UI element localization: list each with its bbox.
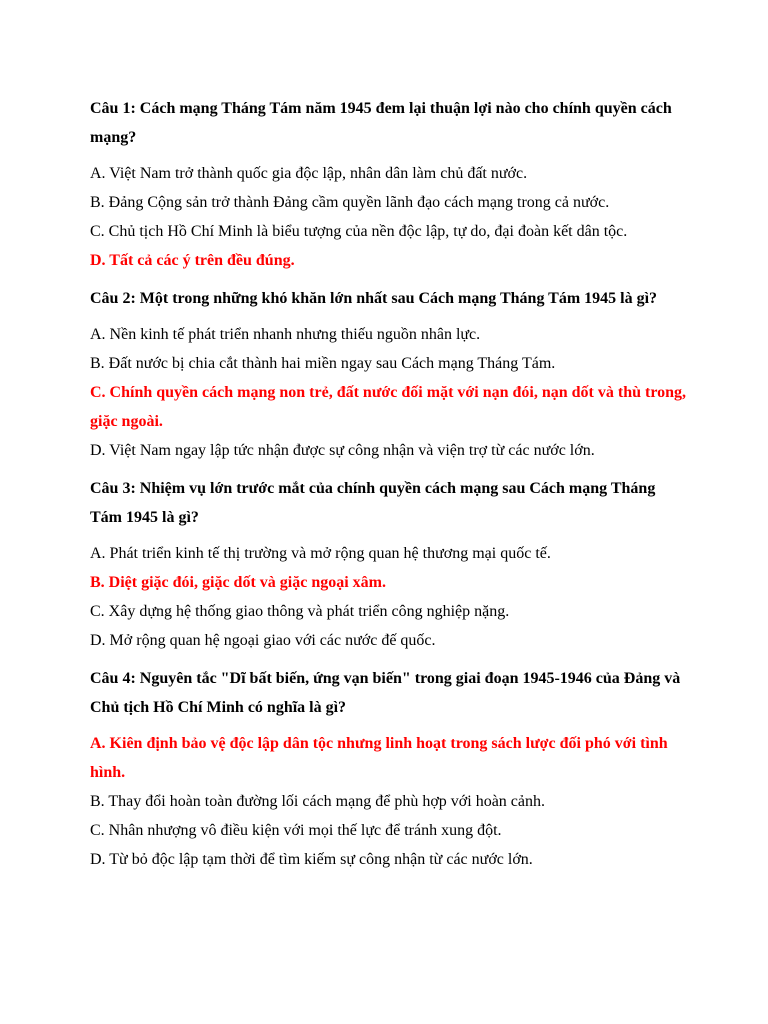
option-1c: C. Chủ tịch Hồ Chí Minh là biểu tượng của nền độc lập, tự do, đại đoàn kết dân tộc. xyxy=(90,223,628,240)
options-2 xyxy=(90,320,690,465)
options-3 xyxy=(90,539,690,655)
option-4c: C. Nhân nhượng vô điều kiện với mọi thế lực để tránh xung đột. xyxy=(90,822,502,839)
option-2b: B. Đất nước bị chia cắt thành hai miền ngay sau Cách mạng Tháng Tám. xyxy=(90,355,556,372)
option-3b-correct: B. Diệt giặc đói, giặc dốt và giặc ngoại xâm. xyxy=(90,574,386,591)
option-4b: B. Thay đổi hoàn toàn đường lối cách mạng để phù hợp với hoàn cảnh. xyxy=(90,793,545,810)
quiz-document xyxy=(90,94,690,883)
question-2: Câu 2: Một trong những khó khăn lớn nhất sau Cách mạng Tháng Tám 1945 là gì? xyxy=(90,290,658,307)
question-3: Câu 3: Nhiệm vụ lớn trước mắt của chính quyền cách mạng sau Cách mạng Tháng Tám 1945 là gì? xyxy=(90,480,656,526)
question-block-1 xyxy=(90,94,690,275)
option-1a: A. Việt Nam trở thành quốc gia độc lập, nhân dân làm chủ đất nước. xyxy=(90,165,528,182)
option-2a: A. Nền kinh tế phát triển nhanh nhưng thiếu nguồn nhân lực. xyxy=(90,326,481,343)
option-3c: C. Xây dựng hệ thống giao thông và phát triển công nghiệp nặng. xyxy=(90,603,510,620)
option-1b: B. Đảng Cộng sản trở thành Đảng cầm quyền lãnh đạo cách mạng trong cả nước. xyxy=(90,194,610,211)
options-1 xyxy=(90,159,690,275)
question-block-3 xyxy=(90,474,690,655)
option-3d: D. Mở rộng quan hệ ngoại giao với các nước đế quốc. xyxy=(90,632,436,649)
option-2d: D. Việt Nam ngay lập tức nhận được sự công nhận và viện trợ từ các nước lớn. xyxy=(90,442,595,459)
question-block-2 xyxy=(90,284,690,465)
option-1d-correct: D. Tất cả các ý trên đều đúng. xyxy=(90,252,295,269)
options-4 xyxy=(90,729,690,874)
question-4: Câu 4: Nguyên tắc "Dĩ bất biến, ứng vạn biến" trong giai đoạn 1945-1946 của Đảng và Chủ tịch Hồ Chí Minh có nghĩa là gì? xyxy=(90,670,681,716)
question-block-4 xyxy=(90,664,690,874)
option-4a-correct: A. Kiên định bảo vệ độc lập dân tộc nhưng linh hoạt trong sách lược đối phó với tình hình. xyxy=(90,735,668,781)
question-1: Câu 1: Cách mạng Tháng Tám năm 1945 đem lại thuận lợi nào cho chính quyền cách mạng? xyxy=(90,100,672,146)
option-4d: D. Từ bỏ độc lập tạm thời để tìm kiếm sự công nhận từ các nước lớn. xyxy=(90,851,533,868)
option-2c-correct: C. Chính quyền cách mạng non trẻ, đất nước đối mặt với nạn đói, nạn dốt và thù trong, giặc ngoài. xyxy=(90,384,687,430)
option-3a: A. Phát triển kinh tế thị trường và mở rộng quan hệ thương mại quốc tế. xyxy=(90,545,551,562)
